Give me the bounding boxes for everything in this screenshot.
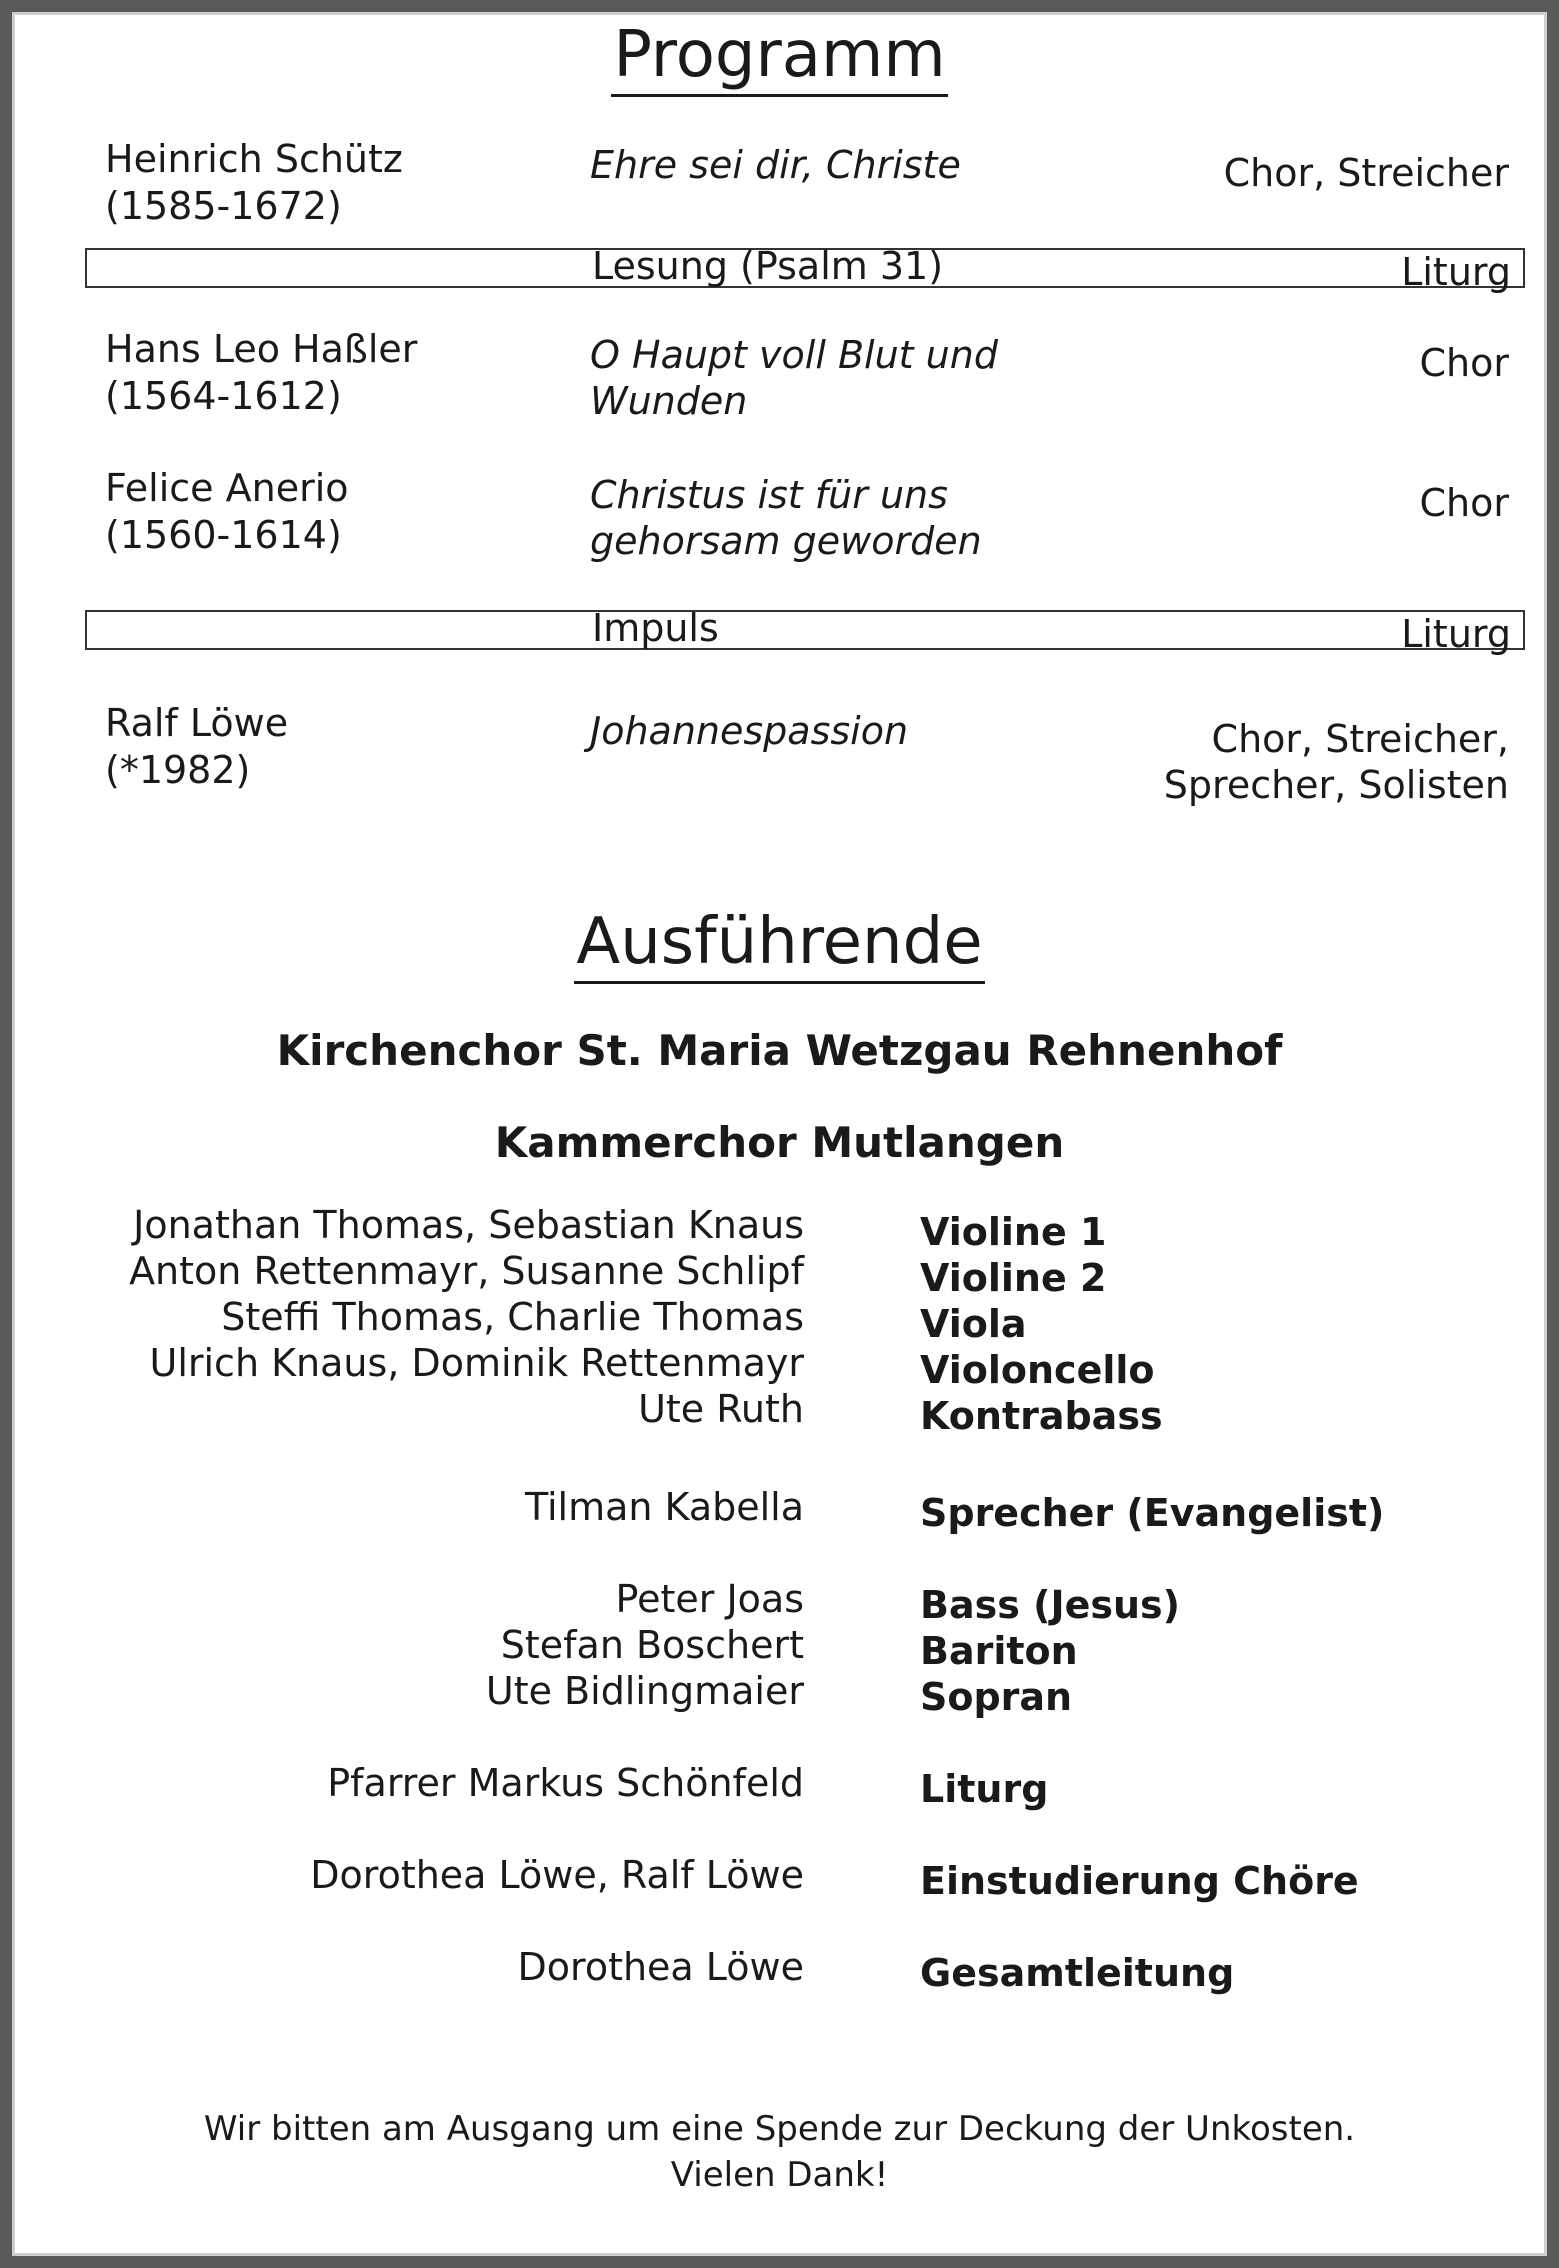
program-item-work: [590, 142, 961, 188]
performer-names: [525, 1484, 804, 1530]
performer-name: Jonathan Thomas, Sebastian Knaus: [133, 1203, 804, 1247]
reading-title: Impuls: [592, 606, 719, 650]
work-line: Wunden: [590, 379, 748, 423]
scoring-line: Chor, Streicher,: [1211, 717, 1509, 761]
work-line: O Haupt voll Blut und: [590, 333, 998, 377]
performer-name: Stefan Boschert: [500, 1623, 804, 1667]
performer-names: [486, 1576, 804, 1714]
performer-name: Anton Rettenmayr, Susanne Schlipf: [129, 1249, 804, 1293]
ensemble-name: Kammerchor Mutlangen: [494, 1118, 1065, 1167]
program-item-work: [590, 472, 982, 564]
performers-title: Ausführende: [0, 905, 1559, 979]
scoring-line: Chor: [1419, 341, 1509, 385]
program-item-scoring: [1224, 150, 1509, 196]
scoring-line: Chor, Streicher: [1223, 151, 1509, 195]
performer-name: Ute Bidlingmaier: [485, 1669, 804, 1713]
performer-role: Violoncello: [920, 1348, 1155, 1392]
reading-role: Liturg: [1401, 250, 1511, 294]
composer-dates: (*1982): [105, 748, 251, 792]
performer-name: Ulrich Knaus, Dominik Rettenmayr: [149, 1341, 804, 1385]
program-item-work: [590, 332, 998, 424]
composer-name: Ralf Löwe: [105, 701, 289, 745]
performer-name: Ute Ruth: [638, 1387, 804, 1431]
program-item-composer: [105, 700, 288, 794]
performer-name: Tilman Kabella: [524, 1485, 804, 1529]
composer-name: Felice Anerio: [105, 466, 349, 510]
composer-dates: (1564-1612): [105, 374, 342, 418]
performer-roles: [920, 1858, 1359, 1904]
program-title: Programm: [0, 18, 1559, 92]
program-item-scoring: [1164, 716, 1509, 808]
reading-title: Lesung (Psalm 31): [592, 244, 944, 288]
program-item-scoring: [1420, 340, 1510, 386]
performer-name: Dorothea Löwe, Ralf Löwe: [310, 1853, 804, 1897]
performer-roles: [920, 1209, 1163, 1439]
reading-bar: [85, 244, 1525, 294]
footer-line: Wir bitten am Ausgang um eine Spende zur Deckung der Unkosten.: [203, 2109, 1356, 2149]
performer-role: Gesamtleitung: [920, 1951, 1235, 1995]
ensemble-name: Kirchenchor St. Maria Wetzgau Rehnenhof: [276, 1026, 1283, 1075]
program-item-work: [590, 708, 908, 754]
scoring-line: Sprecher, Solisten: [1163, 763, 1509, 807]
performer-role: Sprecher (Evangelist): [920, 1491, 1385, 1535]
performer-roles: [920, 1950, 1234, 1996]
performer-roles: [920, 1766, 1048, 1812]
footer-line: Vielen Dank!: [670, 2155, 889, 2195]
performer-role: Kontrabass: [920, 1394, 1163, 1438]
performer-names: [310, 1852, 804, 1898]
composer-dates: (1560-1614): [105, 513, 342, 557]
performer-role: Sopran: [920, 1675, 1073, 1719]
footer-note: [0, 2106, 1559, 2198]
performer-role: Violine 2: [920, 1256, 1107, 1300]
performer-role: Liturg: [920, 1767, 1049, 1811]
performer-name: Steffi Thomas, Charlie Thomas: [221, 1295, 804, 1339]
reading-bar: [85, 606, 1525, 656]
scoring-line: Chor: [1419, 481, 1509, 525]
composer-name: Heinrich Schütz: [105, 137, 403, 181]
performer-role: Violine 1: [920, 1210, 1107, 1254]
work-line: gehorsam geworden: [590, 519, 982, 563]
performer-names: [518, 1944, 804, 1990]
performer-roles: [920, 1490, 1384, 1536]
performer-name: Peter Joas: [615, 1577, 804, 1621]
program-item-composer: [105, 136, 403, 230]
composer-dates: (1585-1672): [105, 184, 342, 228]
performer-name: Pfarrer Markus Schönfeld: [327, 1761, 804, 1805]
reading-role: Liturg: [1401, 612, 1511, 656]
performer-role: Bass (Jesus): [920, 1583, 1181, 1627]
performer-role: Viola: [920, 1302, 1027, 1346]
performer-names: [129, 1202, 804, 1432]
work-line: Christus ist für uns: [590, 473, 948, 517]
performer-role: Einstudierung Chöre: [920, 1859, 1359, 1903]
performer-name: Dorothea Löwe: [517, 1945, 804, 1989]
work-line: Ehre sei dir, Christe: [590, 143, 961, 187]
work-line: Johannespassion: [590, 709, 909, 753]
performer-names: [327, 1760, 804, 1806]
program-item-composer: [105, 326, 417, 420]
performer-roles: [920, 1582, 1180, 1720]
performer-role: Bariton: [920, 1629, 1078, 1673]
program-item-composer: [105, 465, 349, 559]
composer-name: Hans Leo Haßler: [105, 327, 418, 371]
program-item-scoring: [1420, 480, 1510, 526]
